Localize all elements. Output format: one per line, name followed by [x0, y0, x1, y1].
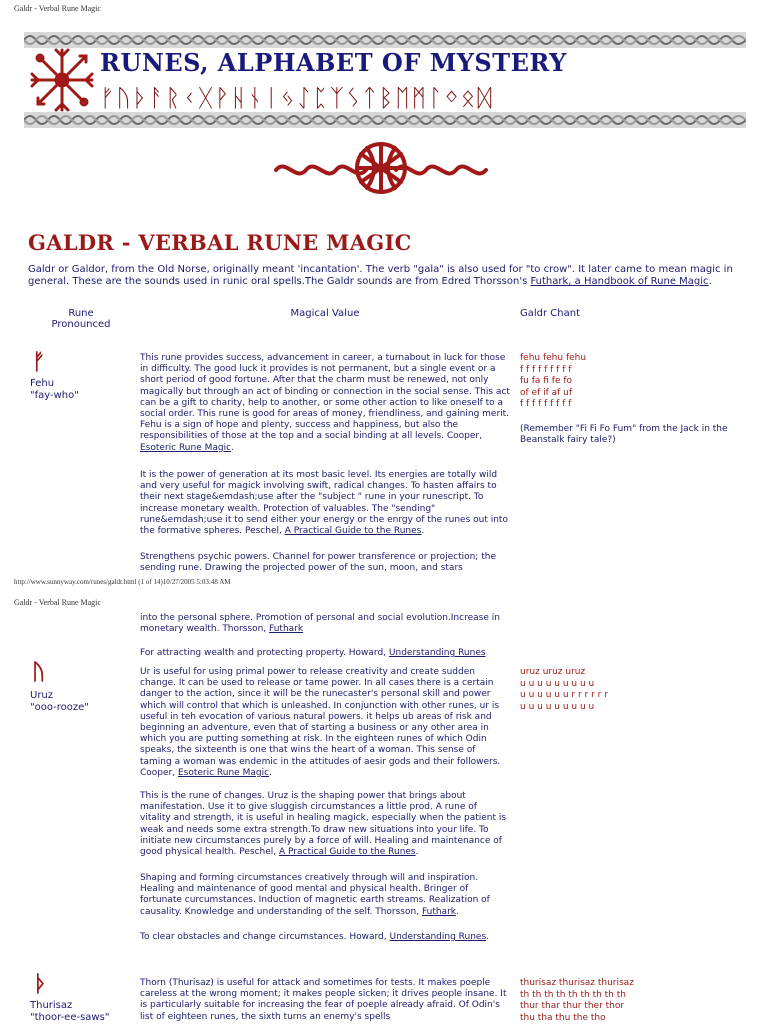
bottom-knot-border — [24, 112, 746, 128]
uruz-howard-text: To clear obstacles and change circumstances. Howard, — [140, 932, 390, 942]
uruz-rune-glyph: ᚢ — [32, 660, 46, 685]
uruz-cooper-paragraph: Ur is useful for using primal power to release creativity and create sudden change. It can be used to release or tame power. In all cases there is a certain danger to the action, since it will be the runecaster's personal skill and power which will control that which is unleashed. In conjunction with other runes, ur is useful in teh evocation of various natural powers. it helps ub areas of risk and beginning an adventure, even that of starting a business or any other area in which you are putting something at risk. In the eighteen runes of which Odin speaks, the sixteenth is one that wins the heart of a woman. This sense of taming a woman was endemic in the attitudes of aesir gods and their followers. Cooper, Esoteric Rune Magic. — [140, 667, 501, 778]
col-header-rune — [36, 308, 126, 330]
print-footer: http://www.sunnyway.com/runes/galdr.html (1 of 14)10/27/2005 5:03:48 AM — [14, 578, 231, 586]
uruz-howard-paragraph: To clear obstacles and change circumstances. Howard, Understanding Runes. — [140, 932, 490, 942]
fehu-peschel-text: It is the power of generation at its most basic level. Its energies are totally wild and very useful for magick involving swift, radical changes. To hasten affairs to their next stage&emdash;use after the "subject " rune in your runescript. To increase monetary wealth. Protection of valuables. The "sending" rune&emdash;use it to send either your energy or the enrgy of the runes out into the formative spheres. Peschel, — [140, 470, 508, 537]
section-title: GALDR - VERBAL RUNE MAGIC — [28, 230, 412, 255]
thurisaz-pronunciation: "thoor-ee-saws" — [30, 1012, 110, 1023]
intro-paragraph — [28, 264, 740, 288]
fehu-pronunciation: "fay-who" — [30, 390, 79, 401]
futhark-link-2[interactable]: Futhark — [421, 906, 456, 917]
col-header-galdr-chant: Galdr Chant — [520, 308, 580, 319]
fehu-galdr-chant: fehu fehu fehu f f f f f f f f f fu fa fi fe fo of ef if af uf f f f f f f f f f — [520, 353, 587, 409]
intro-text: Galdr or Galdor, from the Old Norse, originally meant 'incantation'. The verb "gala" is also used for "to crow". It later came to mean magic in general. These are the sounds used in runic oral spells.The Galdr sounds are from Edred Thorsson's — [28, 264, 733, 287]
fehu-chant-note: (Remember "Fi Fi Fo Fum" from the Jack in the Beanstalk fairy tale?) — [520, 424, 728, 445]
print-header: Galdr - Verbal Rune Magic — [14, 4, 101, 13]
fehu-thorsson-paragraph-part2 — [140, 613, 510, 635]
fehu-peschel-paragraph: It is the power of generation at its most basic level. Its energies are totally wild and very useful for magick involving swift, radical changes. To hasten affairs to their next stage&emdash;use after the "subject " rune in your runescript. To increase monetary wealth. Protection of valuables. The "sending" rune&emdash;use it to send either your energy or the enrgy of the runes out into the formative spheres. Peschel, A Practical Guide to the Runes. — [140, 470, 508, 537]
fehu-howard-paragraph — [140, 648, 510, 659]
celtic-knot-divider-icon — [272, 140, 490, 196]
col-header-rune-line1: Rune — [68, 308, 94, 319]
esoteric-rune-magic-link[interactable]: Esoteric Rune Magic — [140, 442, 232, 453]
thurisaz-name — [30, 1000, 109, 1024]
practical-guide-link[interactable]: A Practical Guide to the Runes — [284, 526, 422, 537]
col-header-magical-value: Magical Value — [290, 308, 360, 319]
fehu-cooper-text: This rune provides success, advancement in career, a turnabout in luck for those in difficulty. The good luck it provides is not permanent, but a single event or a short period of good fortune. After that the charm must be renewed, not only magically but through an act of binding or connection in the social sense. This act can be a gift to charity, help to another, or some other action to like oneself to a social order. This rune is good for areas of money, friendliness, and gaining merit. Fehu is a sign of hope and plenty, success and happiness, but also the responsibilities of those at the top and a social binding at all levels. Cooper, — [140, 353, 510, 442]
uruz-peschel-paragraph: This is the rune of changes. Uruz is the shaping power that brings about manifestation. Use it to give sluggish circumstances a little prod. A rune of vitality and strength, it is useful in healing magick, especially when the patient is weak and needs some extra strength.To draw new situations into your life. To initiate new circumstances purely by a force of will. Healing and maintenance of good physical health. Peschel, A Practical Guide to the Runes. — [140, 791, 507, 858]
vegvisir-emblem-icon — [28, 46, 96, 114]
esoteric-rune-magic-link-2[interactable]: Esoteric Rune Magic — [177, 767, 270, 778]
understanding-runes-link[interactable]: Understanding Runes — [388, 648, 486, 658]
thurisaz-name-label: Thurisaz — [30, 1000, 73, 1011]
uruz-thorsson-text: Shaping and forming circumstances creatively through will and inspiration. Healing and maintenance of good mental and physical health. Bringer of fortunate curcumstances. Induction of magnetic earth streams. Realization of causality. Knowledge and understanding of the self. Thorsson, — [140, 873, 490, 917]
uruz-cooper-text: Ur is useful for using primal power to release creativity and create sudden change. It can be used to release or tame power. In all cases there is a certain danger to the action, since it will be the runecaster's personal skill and power which will control that which is unleashed. In conjunction with other runes, ur is useful in teh evocation of various natural powers. it helps ub areas of risk and beginning an adventure, even that of starting a business or any other area in which you are putting something at risk. In the eighteen runes of which Odin speaks, the sixteenth is one that wins the heart of a woman. This sense of taming a woman was endemic in the attitudes of aesir gods and their followers. Cooper, — [140, 667, 501, 778]
thurisaz-galdr-chant: thurisaz thurisaz thurisaz th th th th th th th th th thur thar thur ther thor thu tha thu the tho — [520, 978, 634, 1023]
uruz-peschel-text: This is the rune of changes. Uruz is the shaping power that brings about manifestation. Use it to give sluggish circumstances a little prod. A rune of vitality and strength, it is useful in healing magick, especially when the patient is weak and needs some extra strength.To draw new situations into your life. To initiate new circumstances purely by a force of will. Healing and maintenance of good physical health. Peschel, — [140, 791, 507, 858]
top-knot-border — [24, 32, 746, 48]
banner-title: RUNES, ALPHABET OF MYSTERY — [100, 48, 567, 77]
banner-rune-row: ᚠᚢᚦᚨᚱᚲᚷᚹᚺᚾᛁᛃᛇᛈᛉᛊᛏᛒᛖᛗᛚᛜᛟᛞ — [100, 84, 494, 112]
futhark-link[interactable]: Futhark — [269, 624, 304, 635]
fehu-thorsson-paragraph-part1: Strengthens psychic powers. Channel for power transference or projection; the sending rune. Drawing the projected power of the sun, moon, and stars — [140, 552, 496, 574]
fehu-thorsson-text: into the personal sphere. Promotion of personal and social evolution.Increase in monetary wealth. Thorsson, — [140, 613, 500, 635]
uruz-pronunciation: "ooo-rooze" — [30, 702, 89, 713]
col-header-rune-line2: Pronounced — [51, 319, 111, 330]
fehu-rune-glyph: ᚠ — [32, 350, 46, 375]
uruz-name-label: Uruz — [30, 690, 54, 701]
fehu-cooper-paragraph: This rune provides success, advancement in career, a turnabout in luck for those in difficulty. The good luck it provides is not permanent, but a single event or a short period of good fortune. After that the charm must be renewed, not only magically but through an act of binding or connection in the social sense. This act can be a gift to charity, help to another, or some other action to like oneself to a social order. This rune is good for areas of money, friendliness, and gaining merit. Fehu is a sign of hope and plenty, success and happiness, but also the responsibilities of those at the top and a social binding at all levels. Cooper, Esoteric Rune Magic. — [140, 353, 510, 453]
understanding-runes-link-2[interactable]: Understanding Runes — [389, 932, 487, 942]
thurisaz-cooper-paragraph: Thorn (Thurisaz) is useful for attack and sometimes for tests. It makes poeple careless at the wrong moment; it makes people sicken; it drives people insane. It is particularly suitable for increasing the fear of poeple already afraid. Of Odin's list of eighteen runes, the sixth turns an enemy's spells — [140, 978, 507, 1022]
print-header-page-2: Galdr - Verbal Rune Magic — [14, 598, 101, 607]
intro-end: . — [708, 276, 712, 287]
uruz-name — [30, 690, 89, 714]
fehu-name — [30, 378, 79, 402]
uruz-galdr-chant: uruz uruz uruz u u u u u u u u u u u u u u u r r r r r r u u u u u u u u u — [520, 667, 608, 712]
thurisaz-rune-glyph: ᚦ — [34, 972, 48, 997]
futhark-handbook-link[interactable]: Futhark, a Handbook of Rune Magic — [530, 276, 709, 287]
uruz-thorsson-paragraph: Shaping and forming circumstances creatively through will and inspiration. Healing and maintenance of good mental and physical health. Bringer of fortunate curcumstances. Induction of magnetic earth streams. Realization of causality. Knowledge and understanding of the self. Thorsson, Futhark. — [140, 873, 490, 917]
fehu-name-label: Fehu — [30, 378, 55, 389]
practical-guide-link-2[interactable]: A Practical Guide to the Runes — [279, 847, 416, 858]
fehu-howard-text: For attracting wealth and protecting property. Howard, — [140, 648, 389, 658]
